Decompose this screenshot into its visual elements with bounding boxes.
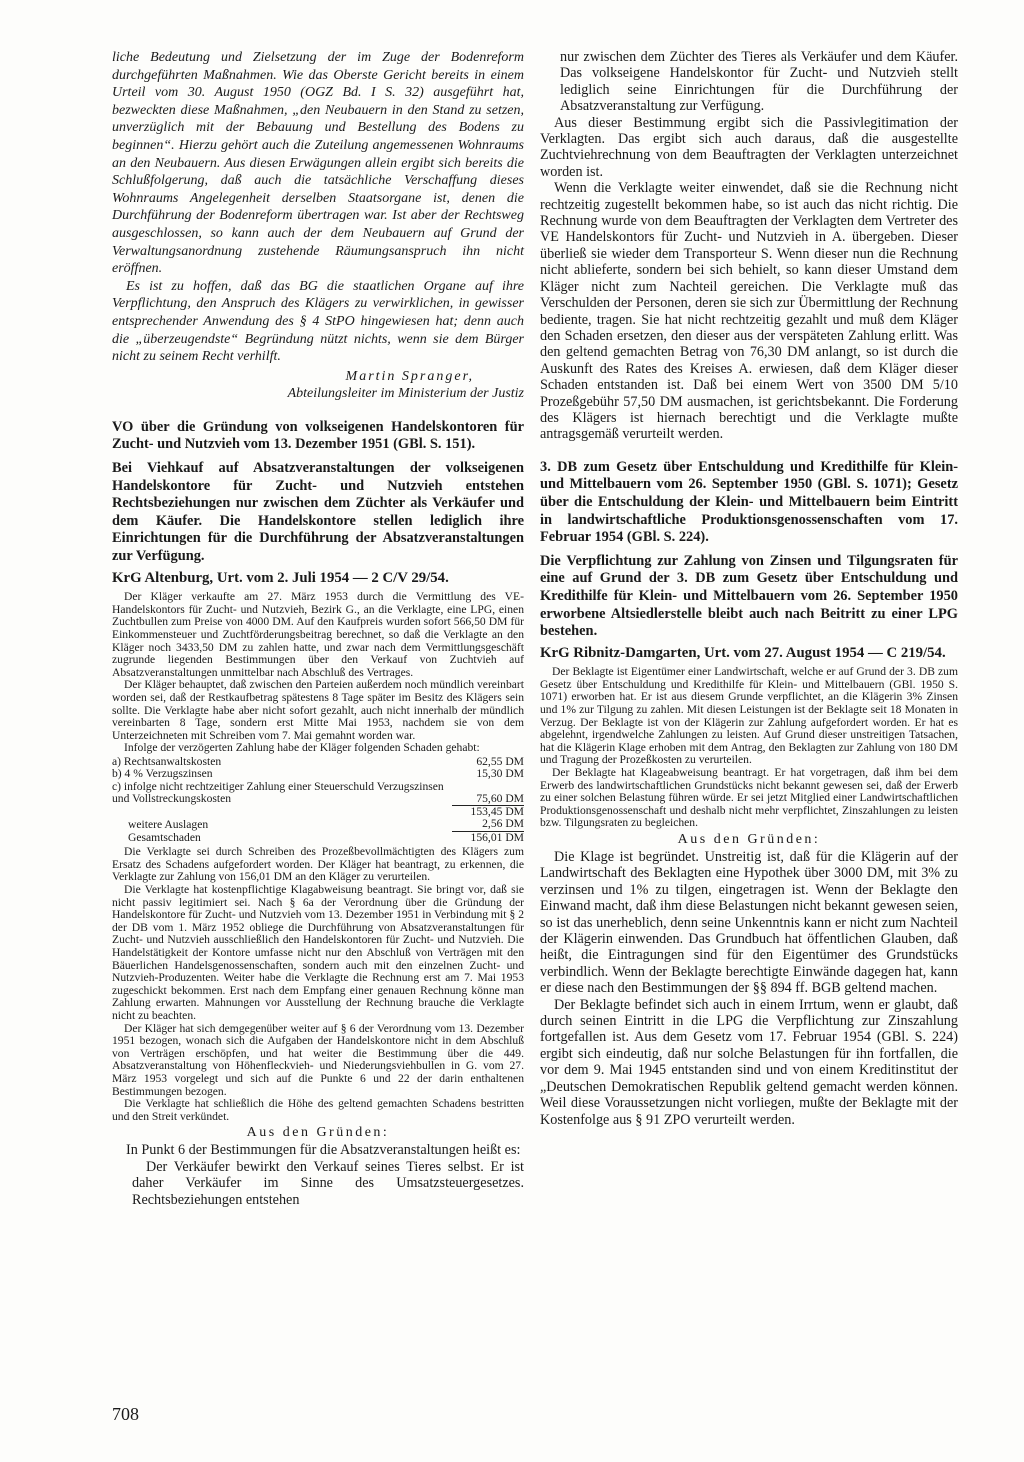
damage-total-label: Gesamtschaden <box>128 830 201 844</box>
quoted-provision-continued: nur zwischen dem Züchter des Tieres als Verkäufer und dem Käufer. Das volkseigene Handelskontor für Zucht- und Nutzvieh stellt lediglich seine Einrichtungen für die Durchführung der Absatzveranstaltung zur Verfügung. <box>560 49 958 115</box>
quoted-provision: Der Verkäufer bewirkt den Verkauf seines Tieres selbst. Er ist daher Verkäufer im Sinne des Umsatzsteuergesetzes. Rechtsbeziehungen entstehen <box>132 1158 524 1208</box>
damages-row <box>112 806 524 819</box>
left-column <box>112 49 524 1208</box>
facts-paragraph: Die Verklagte hat schließlich die Höhe des geltend gemachten Schadens bestritten und den Streit verkündet. <box>112 1097 524 1123</box>
page-number: 708 <box>112 1404 139 1424</box>
headnote: Die Verpflichtung zur Zahlung von Zinsen und Tilgungsraten für eine auf Grund der 3. DB zum Gesetz über Entschuldung und Kredithilfe für Klein- und Mittelbauern vom 26. September 1950 erworbene Altsiedlerstelle bleibt auch nach Beitritt zu einer LPG bestehen. <box>540 552 958 640</box>
damage-amount: 75,60 DM <box>452 781 524 806</box>
facts-paragraph: Die Verklagte sei durch Schreiben des Prozeßbevollmächtigten des Klägers zum Ersatz des Schadens aufgefordert worden. Der Kläger hat beantragt, zu erkennen, die Verklagte zur Zahlung von 156,01 DM an den Kläger zu verurteilen. <box>112 845 524 884</box>
body-paragraph: Aus dieser Bestimmung ergibt sich die Passivlegitimation der Verklagten. Das ergibt sich auch daraus, daß die ausgestellte Zuchtviehrechnung von dem Beauftragten der Verklagten unterzeichnet worden ist. <box>540 114 958 180</box>
damages-table <box>112 756 524 844</box>
damage-label: c) infolge nicht rechtzeitiger Zahlung einer Steuerschuld Verzugszinsen und Vollstreckungskosten <box>112 779 444 806</box>
body-paragraph: Wenn die Verklagte weiter einwendet, daß sie die Rechnung nicht rechtzeitig zugestellt bekommen habe, so ist auch das nicht richtig. Die Rechnung wurde von dem Beauftragten der Verklagten dem Vertreter des VE Handelskontors für Zucht- und Nutzvieh in A. übergeben. Dieser überließ sie wieder dem Transporteur S. Wenn dieser nun die Rechnung nicht ablieferte, sondern bei sich behielt, so kann dieser Umstand dem Kläger nicht zum Nachteil gereichen. Die Verklagte muß das Verschulden der Personen, deren sie sich zur Übermittlung der Rechnung bediente, tragen. Sie hat nicht rechtzeitig gezahlt und muß dem Kläger den Schaden ersetzen, den dieser aus der verspäteten Zahlung erlitt. Was den geltend gemachten Betrag von 76,30 DM anlangt, so ist durch die Auskunft des Rates des Kreises A. erwiesen, daß dem Kläger dieser Schaden entstanden ist. Daß bei einem Wert von 3500 DM 5/10 Prozeßgebühr 57,50 DM ausmachen, ist gerichtsbekannt. Die Forderung des Klägers ist hiernach berechtigt und die Verklagte mußte antragsgemäß verurteilt werden. <box>540 180 958 443</box>
facts-paragraph: Infolge der verzögerten Zahlung habe der Kläger folgenden Schaden gehabt: <box>124 741 480 755</box>
damages-row <box>112 768 524 780</box>
author-name: Martin Spranger, <box>345 368 474 384</box>
facts-paragraph: Der Beklagte hat Klageabweisung beantragt. Er hat vorgetragen, daß ihm bei dem Erwerb des landwirtschaftlichen Grundstücks nicht bekannt gewesen sei, daß der Erwerb zu einer solchen Belastung führen würde. Er sei jetzt Mitglied einer Landwirtschaftlichen Produktionsgenossenschaft und deshalb nicht mehr verpflichtet, Zinszahlungen zu leisten bzw. Tilgungsraten zu begleichen. <box>540 766 958 830</box>
reasons-heading: Aus den Gründen: <box>677 832 821 847</box>
body-paragraph: Die Klage ist begründet. Unstreitig ist, daß für die Klägerin auf der Landwirtschaft des Beklagten eine Hypothek über 3000 DM, mit 3% zu verzinsen und 1% zu tilgen, eingetragen ist. Wenn der Beklagte den Einwand macht, daß ihm diese Belastungen nicht bekannt gewesen seien, so ist das unerheblich, denn seine Unkenntnis kann er nicht zum Nachteil der Klägerin einwenden. Das Grundbuch hat öffentlichen Glauben, daß heißt, die Eintragungen sind für den Eigentümer des Grundstücks verbindlich. Wenn der Beklagte berechtigte Einwände dagegen hat, kann er diese nach den Bestimmungen der §§ 894 ff. BGB geltend machen. <box>540 849 958 997</box>
facts-paragraph: Der Kläger verkaufte am 27. März 1953 durch die Vermittlung des VE-Handelskontors für Zucht- und Nutzvieh, Bezirk G., an die Verklagte, eine LPG, einen Zuchtbullen zum Preise von 4000 DM. Auf den Kaufpreis wurden sofort 566,50 DM für Einkommensteuer und Zuchtförderungsbeitrag berechnet, so daß die Verklagte an den Kläger noch 3433,50 DM zu zahlen hatte, und zwar nach dem Vermittlungsgeschäft zugrunde liegenden Bestimmungen über den Verkauf von Zuchtvieh auf Absatzveranstaltungen unmittelbar nach Abschluß des Vertrages. <box>112 590 524 679</box>
damage-label: b) 4 % Verzugszinsen <box>112 767 213 781</box>
damage-label: weitere Auslagen <box>128 817 209 831</box>
damage-amount: 15,30 DM <box>476 767 524 781</box>
damage-label: a) Rechtsanwaltskosten <box>112 754 222 768</box>
damages-row <box>112 818 524 831</box>
court-reference: KrG Altenburg, Urt. vom 2. Juli 1954 — 2 C/V 29/54. <box>112 569 449 586</box>
court-reference: KrG Ribnitz-Damgarten, Urt. vom 27. August 1954 — C 219/54. <box>540 644 946 661</box>
facts-paragraph: Der Kläger hat sich demgegenüber weiter auf § 6 der Verordnung vom 13. Dezember 1951 bezogen, wonach sich die Aufgaben der Handelskontore nicht in dem Abschluß von Verträgen erschöpfen, und hat weiter die Bestimmung über die 449. Absatzveranstaltung von Höhenfleckvieh- und Niederungsviehbullen in G. vom 27. März 1953 vorgelegt und sich auf die Punkte 6 und 22 der darin enthaltenen Bestimmungen bezogen. <box>112 1021 524 1098</box>
damage-amount: 62,55 DM <box>476 754 524 768</box>
commentary-paragraph: Es ist zu hoffen, daß das BG die staatlichen Organe auf ihre Verpflichtung, den Anspruch des Klägers zu verwirklichen, in gewisser entsprechender Anwendung des § 4 StPO hingewiesen hat; denn auch die „überzeugendste“ Begründung nützt nichts, wenn sie dem Bürger nicht zu seinem Recht verhilft. <box>112 278 524 365</box>
commentary-paragraph: liche Bedeutung und Zielsetzung der im Zuge der Bodenreform durchgeführten Maßnahmen. Wie das Oberste Gericht bereits in einem Urteil vom 30. August 1950 (OGZ Bd. I S. 32) ausgeführt hat, bezweckten diese Maßnahmen, „den Neubauern in den Stand zu setzen, unverzüglich mit der Bebauung und Bestellung des Bodens zu beginnen“. Hierzu gehört auch die Zuteilung angemessenen Wohnraums an den Neubauern. Aus diesen Erwägungen allein ergibt sich bereits die Schlußfolgerung, daß auch die tatsächliche Verschaffung dieses Wohnraums Angelegenheit derselben Staatsorgane ist, denen die Durchführung der Bodenreform übertragen war. Ist aber der Rechtsweg ausgeschlossen, so kann auch der dem Neubauern auf Grund der Verwaltungsanordnung zustehende Räumungsanspruch ihn nicht eröffnen. <box>112 50 524 277</box>
facts-paragraph: Der Beklagte ist Eigentümer einer Landwirtschaft, welche er auf Grund der 3. DB zum Gesetz über Entschuldung und Kredithilfe für Klein- und Mittelbauern (GBl. 1950 S. 1071) erworben hat. Er ist aus diesem Grunde verpflichtet, an die Klägerin 3% Zinsen und 1% zur Tilgung zu zahlen. Mit diesen Leistungen ist der Beklagte seit 18 Monaten in Verzug. Der Beklagte ist von der Klägerin zur Zahlung aufgefordert worden. Er hat es abgelehnt, irgendwelche Zahlungen zu leisten. Auf Grund dieser unstreitigen Tatsachen, hat die Klägerin Klage erhoben mit dem Antrag, den Beklagten zur Zahlung von 180 DM und Tragung der Prozeßkosten zu verurteilen. <box>540 665 958 767</box>
right-column <box>540 49 958 1128</box>
facts-paragraph: Die Verklagte hat kostenpflichtige Klagabweisung beantragt. Sie bringt vor, daß sie nicht passiv legitimiert sei. Nach § 6a der Verordnung über die Gründung der Handelskontore für Zucht- und Nutzvieh vom 13. Dezember 1951 in Verbindung mit § 2 der DB vom 1. März 1952 obliege die Durchführung von Absatzveranstaltungen für Zucht- und Nutzvieh ausschließlich den Handelskontoren für Zucht- und Nutzvieh. Die Handelstätigkeit der Kontore umfasse nicht nur den Abschluß von Verträgen mit den Bäuerlichen Handelsgenossenschaften, sondern auch mit den einzelnen Zucht- und Nutzvieh-Produzenten. Weiter habe die Verklagte die Rechnung erst am 7. Mai 1953 zugeschickt bekommen. Erst nach dem Empfang einer genauen Rechnung könne man Zahlung erwarten. Mahnungen vor Ausstellung der Rechnung brauche die Verklagte nicht zu beachten. <box>112 883 524 1022</box>
facts-paragraph: Der Kläger behauptet, daß zwischen den Parteien außerdem noch mündlich vereinbart worden sei, daß der Restkaufbetrag spätestens 8 Tage später im Besitz des Klägers sein sollte. Die Verklagte habe aber nicht sofort gezahlt, auch nicht innerhalb der mündlich vereinbarten 8 Tage, sondern erst Mitte Mai 1953, nachdem sie von dem Unterzeichneten mit Schreiben vom 7. Mai gemahnt worden war. <box>112 678 524 742</box>
damages-row <box>112 781 524 806</box>
decision-heading: VO über die Gründung von volkseigenen Handelskontoren für Zucht- und Nutzvieh vom 13. Dezember 1951 (GBl. S. 151). <box>112 418 524 453</box>
damage-total: 156,01 DM <box>470 830 524 844</box>
decision-heading: 3. DB zum Gesetz über Entschuldung und Kredithilfe für Klein- und Mittelbauern vom 26. September 1950 (GBl. S. 1071); Gesetz über die Entschuldung der Klein- und Mittelbauern beim Eintritt in landwirtschaftliche Produktionsgenossenschaften vom 17. Februar 1954 (GBl. S. 224). <box>540 458 958 546</box>
damage-subtotal: 153,45 DM <box>470 805 524 819</box>
headnote: Bei Viehkauf auf Absatzveranstaltungen der volkseigenen Handelskontore für Zucht- und Nutzvieh entstehen Rechtsbeziehungen nur zwischen dem Züchter als Verkäufer und dem Käufer. Die Handelskontore stellen lediglich ihre Einrichtungen für die Durchführung der Absatzveranstaltungen zur Verfügung. <box>112 460 524 565</box>
reasons-heading: Aus den Gründen: <box>246 1125 390 1141</box>
body-paragraph: Der Beklagte befindet sich auch in einem Irrtum, wenn er glaubt, daß durch seinen Eintritt in die LPG die Verpflichtung zur Zinszahlung fortgefallen ist. Aus dem Gesetz vom 17. Februar 1954 (GBl. S. 224) ergibt sich eindeutig, daß nur solche Belastungen für ihn fortfallen, die vor dem 9. Mai 1945 entstanden sind und von einem Kreditinstitut der „Deutschen Demokratischen Republik geltend gemacht werden können. Weil diese Voraussetzungen nicht vorliegen, mußte der Beklagte mit der Kostenfolge aus § 91 ZPO verurteilt werden. <box>540 996 958 1128</box>
damages-row <box>112 831 524 844</box>
damage-amount: 2,56 DM <box>452 818 524 831</box>
author-title: Abteilungsleiter im Ministerium der Justiz <box>287 386 524 402</box>
body-paragraph: In Punkt 6 der Bestimmungen für die Absatzveranstaltungen heißt es: <box>126 1142 521 1159</box>
